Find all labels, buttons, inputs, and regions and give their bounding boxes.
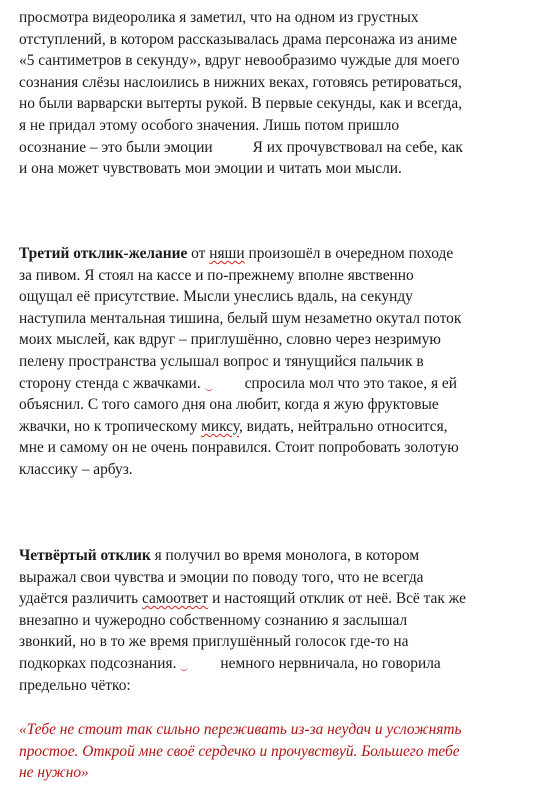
text-line: «5 сантиметров в секунду», вдруг невообразимо чуждые для моего xyxy=(19,52,460,70)
text-fragment: жвачки, но к тропическому xyxy=(19,417,202,435)
spellcheck-word: няши xyxy=(209,245,245,262)
text-line: моих мыслей, как вдруг – приглушённо, словно через незримую xyxy=(19,331,441,349)
quote-line: не нужно» xyxy=(19,764,89,782)
text-fragment: подкорках подсознания. xyxy=(19,654,177,672)
paragraph-video-reflection xyxy=(19,7,519,180)
text-line: просмотра видеоролика я заметил, что на одном из грустных xyxy=(19,9,419,26)
text-line xyxy=(19,243,519,265)
spellcheck-word: самоответ xyxy=(141,590,209,608)
text-fragment: Я их прочувствовал на себе, как xyxy=(252,138,463,156)
text-line: сознания слёзы наслоились в нижних веках, готовясь ретироваться, xyxy=(19,73,462,91)
text-line: классику – арбуз. xyxy=(19,460,133,478)
heading-third-response: Третий отклик-желание xyxy=(19,245,188,262)
text-line xyxy=(19,416,519,438)
text-fragment: немного нервничала, но говорила xyxy=(220,654,441,672)
text-fragment: удаётся различить xyxy=(19,590,142,608)
text-line: объяснил. С того самого дня она любит, когда я жую фруктовые xyxy=(19,396,439,414)
quote-line: «Тебе не стоит так сильно переживать из-за неудач и усложнять xyxy=(19,721,462,738)
text-fragment: осознание – это были эмоции xyxy=(19,138,213,156)
text-line: мне и самому он не очень понравился. Стоит попробовать золотую xyxy=(19,439,459,457)
redacted-gap xyxy=(176,667,220,668)
text-line: выражал свои чувства и эмоции по поводу того, что не всегда xyxy=(19,568,424,586)
quote-line: простое. Открой мне своё сердечко и прочувствуй. Большего тебе xyxy=(19,742,460,760)
text-line: ощущал её присутствие. Мысли унеслись вдаль, на секунду xyxy=(19,288,413,306)
text-line xyxy=(19,588,519,610)
text-fragment: , видать, нейтрально относится, xyxy=(238,417,448,435)
text-line: и она может чувствовать мои эмоции и читать мои мысли. xyxy=(19,160,402,178)
text-fragment: произошёл в очередном походе xyxy=(244,245,454,262)
text-line xyxy=(19,137,519,159)
text-line: пелену пространства услышал вопрос и тянущийся пальчик в xyxy=(19,352,424,370)
text-fragment: от xyxy=(187,245,210,262)
redacted-gap xyxy=(213,151,253,152)
text-fragment: я получил во время монолога, в котором xyxy=(150,547,420,564)
text-line: отступлений, в котором рассказывалась драма персонажа из аниме xyxy=(19,30,458,48)
text-line: я не придал этому особого значения. Лишь потом пришло xyxy=(19,116,400,134)
text-line: но были варварски вытерты рукой. В первые секунды, как и всегда, xyxy=(19,95,463,113)
text-line: предельно чётко: xyxy=(19,676,131,694)
text-line xyxy=(19,373,519,395)
text-line xyxy=(19,653,519,675)
redacted-gap xyxy=(201,387,245,388)
text-line: внезапно и чужеродно собственному сознанию я заслышал xyxy=(19,611,408,629)
heading-fourth-response: Четвёртый отклик xyxy=(19,547,151,564)
paragraph-third-response xyxy=(19,243,519,481)
text-fragment: сторону стенда с жвачками. xyxy=(19,374,201,392)
text-fragment: и настоящий отклик от неё. Всё так же xyxy=(208,590,466,608)
text-line xyxy=(19,545,519,567)
text-line: наступила ментальная тишина, белый шум незаметно окутал поток xyxy=(19,309,462,327)
text-fragment: спросила мол что это такое, я ей xyxy=(244,374,457,392)
spellcheck-word: миксу xyxy=(201,417,239,435)
quote-block xyxy=(19,719,519,784)
text-line: звонкий, но в то же время приглушённый голосок где-то на xyxy=(19,633,409,651)
paragraph-fourth-response xyxy=(19,545,519,696)
text-line: за пивом. Я стоял на кассе и по-прежнему вполне явственно xyxy=(19,266,414,284)
